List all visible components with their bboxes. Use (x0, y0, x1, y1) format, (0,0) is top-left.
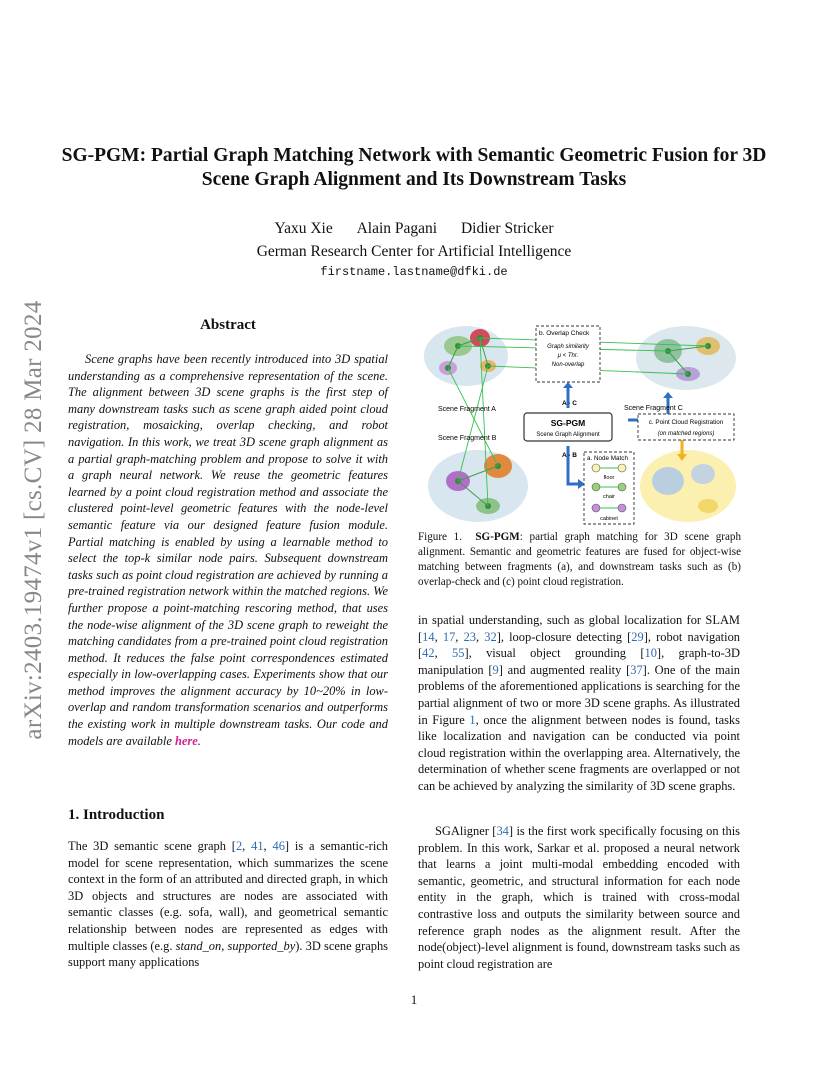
paper-title: SG-PGM: Partial Graph Matching Network with Semantic Geometric Fusion for 3D Scene Graph Alignment and Its Downstream Tasks (61, 145, 767, 190)
citation-link[interactable]: 46 (272, 839, 285, 853)
overlap-check-line: μ < Thr. (557, 353, 579, 359)
author-name: Didier Stricker (460, 220, 554, 237)
node-match-title: a. Node Match (587, 455, 628, 462)
point-cloud-fragment-c (636, 326, 736, 390)
node-label: cabinet (600, 516, 618, 522)
figure-link[interactable]: 1 (469, 712, 476, 727)
citation-link[interactable]: 2 (235, 839, 243, 853)
section-heading: 1. Introduction (68, 807, 165, 823)
abstract-heading: Abstract (200, 317, 256, 333)
intro-paragraph: The 3D semantic scene graph [2, 41, 46] is a semantic-rich model for scene representation, which summarizes the scene context in the form of an attributed and directed graph, in which 3D objects and structures are nodes are associated with semantic classes (e.g. sofa, wall), and geometrical semantic relationship between nodes are represented as edges with multiple classes (e.g. stand_on, supported_by). 3D scene graphs support many applications (68, 839, 389, 970)
pair-label-ac: A - C (562, 400, 577, 407)
node-match-box (584, 452, 634, 524)
arxiv-identifier (14, 283, 54, 757)
node-label: chair (603, 494, 615, 500)
registered-point-cloud (640, 450, 736, 522)
sgaligner-paragraph (418, 823, 740, 972)
body-text: ]. One of the main problems of the aforementioned applications is searching for the partial alignment of two or more 3D scene graphs. As illustrated in Figure (418, 662, 740, 727)
author-name: Yaxu Xie (274, 220, 333, 237)
overlap-check-title: b. Overlap Check (539, 330, 590, 337)
body-text: ], visual object grounding [ (464, 646, 645, 661)
body-text: , once the alignment between nodes is found, tasks like localization and navigation can be conducted via point cloud registration within the overlapping area. Alternatively, the determination of whether scene fragments are overlapped or not can be achieved by analyzing the similarity of 3D scene graphs. (418, 712, 740, 793)
caption-bold: SG-PGM (475, 531, 520, 543)
citation-link[interactable]: 17 (442, 629, 456, 644)
intro-paragraph-right: in spatial understanding, such as global localization for SLAM [14, 17, 23, 32], loop-closure detecting [29], robot navigation [42, 55], visual object grounding [10], graph-to-3D manipulation [9] and augmented reality [37]. One of the main problems of the aforementioned applications is searching for the partial alignment of two or more 3D scene graphs. As illustrated in Figure 1, once the alignment between nodes is found, tasks like localization and navigation can be conducted via point cloud registration within the overlapping area. Alternatively, the determination of whether scene fragments are overlapped or not can be achieved by analyzing the similarity of 3D scene graphs. (418, 613, 741, 793)
abstract-text: Scene graphs have been recently introduced into 3D spatial understanding as a comprehensive representation of the scene. The alignment between 3D scene graphs is the first step of many downstream tasks such as scene graph aided point cloud registration, mosaicking, overlap checking, and robot navigation. In this work, we treat 3D scene graph alignment as a partial graph-matching problem and propose to solve it with a graph neural network. We reuse the geometric features learned by a point cloud registration method and associate the clustered point-level geometric features with the node-level semantic feature via our designed feature fusion module. Partial matching is enabled by using a learnable method to select the top-k similar node pairs. Subsequent downstream tasks such as point cloud registration are achieved by running a pre-trained registration network within the matched regions. We further propose a point-matching rescoring method, that uses the node-wise alignment of the 3D scene graph to reweight the matching candidates from a pre-trained point cloud registration method. It reduces the false point correspondences estimated especially in low-overlapping cases. Experiments show that our method improves the alignment accuracy by 10~20% in low-overlap and random transformation scenarios and outperforms the existing work in multiple downstream tasks. Our code and models are available (68, 352, 388, 748)
pair-label-ab: A - B (562, 452, 577, 459)
abstract-body: Scene graphs have been recently introduced into 3D spatial understanding as a comprehensive representation of the scene. The alignment between 3D scene graphs is the first step of many downstream tasks such as scene graph aided point cloud registration, mosaicking, overlap checking, and robot navigation. In this work, we treat 3D scene graph alignment as a partial graph-matching problem and propose to solve it with a graph neural network. We reuse the geometric features learned by a point cloud registration method and associate the clustered point-level geometric features with the node-level semantic feature via our designed feature fusion module. Partial matching is enabled by using a learnable method to select the top-k similar node pairs. Subsequent downstream tasks such as point cloud registration are achieved by running a pre-trained registration network within the matched regions. We further propose a point-matching rescoring method, that uses the node-wise alignment of the 3D scene graph to reweight the matching candidates from a pre-trained point cloud registration method. It reduces the false point correspondences estimated especially in low-overlapping cases. Experiments show that our method improves the alignment accuracy by 10~20% in low-overlap and random transformation scenarios and outperforms the existing work in multiple downstream tasks. Our code and models are available here. (68, 352, 388, 748)
intro-text: ] is a semantic-rich model for scene representation, which summarizes the scene context in the form of an attributed and directed graph, in which 3D objects and structures are nodes are associated with semantic classes (e.g. sofa, wall), and geometrical semantic relationship between nodes are represented as edges with multiple classes (e.g. (68, 839, 389, 953)
registration-sublabel: (on matched regions) (657, 431, 715, 437)
registration-title: c. Point Cloud Registration (648, 419, 724, 426)
author-name: Alain Pagani (356, 220, 438, 237)
citation-link[interactable]: 10 (644, 646, 657, 661)
caption-text: : partial graph matching for 3D scene graph alignment. Semantic and geometric features are fused for object-wise matching between fragments (a), and downstream tasks such as (b) overlap-check and (c) point cloud registration. (418, 531, 742, 588)
citation-link[interactable]: 41 (251, 839, 264, 853)
code-link[interactable]: here (174, 733, 198, 748)
node-label: floor (603, 475, 615, 481)
page-number: 1 (410, 992, 418, 1007)
body-text: in spatial understanding, such as global localization for SLAM [ (418, 613, 740, 644)
figure-1 (418, 316, 741, 528)
intro-text: ). 3D scene graphs support many applications (68, 938, 389, 970)
body-text: ] and augmented reality [ (498, 662, 631, 677)
body-text: SGAligner [ (435, 824, 497, 838)
citation-link[interactable]: 29 (631, 629, 644, 644)
overlap-check-line: Non-overlap (551, 362, 585, 368)
caption-label: Figure 1. (418, 531, 462, 543)
body-text: ], graph-to-3D manipulation [ (418, 646, 740, 677)
edge-example: stand_on (175, 938, 222, 953)
body-text: ], loop-closure detecting [ (496, 629, 632, 644)
overlap-check-line: Graph similarity (547, 344, 589, 350)
edge-example: supported_by (227, 938, 296, 953)
sgpgm-sublabel: Scene Graph Alignment (536, 432, 600, 438)
fragment-c-label: Scene Fragment C (624, 405, 683, 412)
point-cloud-fragment-b (428, 450, 528, 522)
citation-link[interactable]: 23 (463, 629, 476, 644)
citation-link[interactable]: 55 (452, 646, 465, 661)
body-text: ], robot navigation [ (418, 629, 741, 661)
fragment-a-label: Scene Fragment A (438, 406, 496, 413)
citation-link[interactable]: 42 (422, 646, 435, 661)
citation-link[interactable]: 9 (492, 662, 499, 677)
fragment-b-label: Scene Fragment B (438, 435, 497, 442)
email: firstname.lastname@dfki.de (320, 265, 508, 279)
figure-caption (418, 530, 741, 590)
affiliation: German Research Center for Artificial Intelligence (256, 243, 572, 260)
citation-link[interactable]: 32 (484, 629, 497, 644)
citation-link[interactable]: 37 (630, 662, 643, 677)
citation-link[interactable]: 14 (422, 629, 435, 644)
point-cloud-fragment-a (424, 326, 508, 386)
sgpgm-label: SG-PGM (550, 418, 586, 428)
citation-link[interactable]: 34 (496, 824, 509, 838)
arxiv-id-text: arXiv:2403.19474v1 [cs.CV] 28 Mar 2024 (20, 300, 47, 740)
body-text: ] is the first work specifically focusing on this problem. In this work, Sarkar et al. proposed a neural network that learns a joint multi-modal embedding encoded with semantic, geometric, and structural information for each node entity in the graph, which is trained with cross-modal contrastive loss and outputs the similarity between source and reference graph nodes as the alignment result. After the node(object)-level alignment is found, downstream tasks such as point cloud registration are (418, 824, 740, 971)
author-list (0, 220, 828, 238)
intro-text: The 3D semantic scene graph [ (68, 839, 236, 853)
